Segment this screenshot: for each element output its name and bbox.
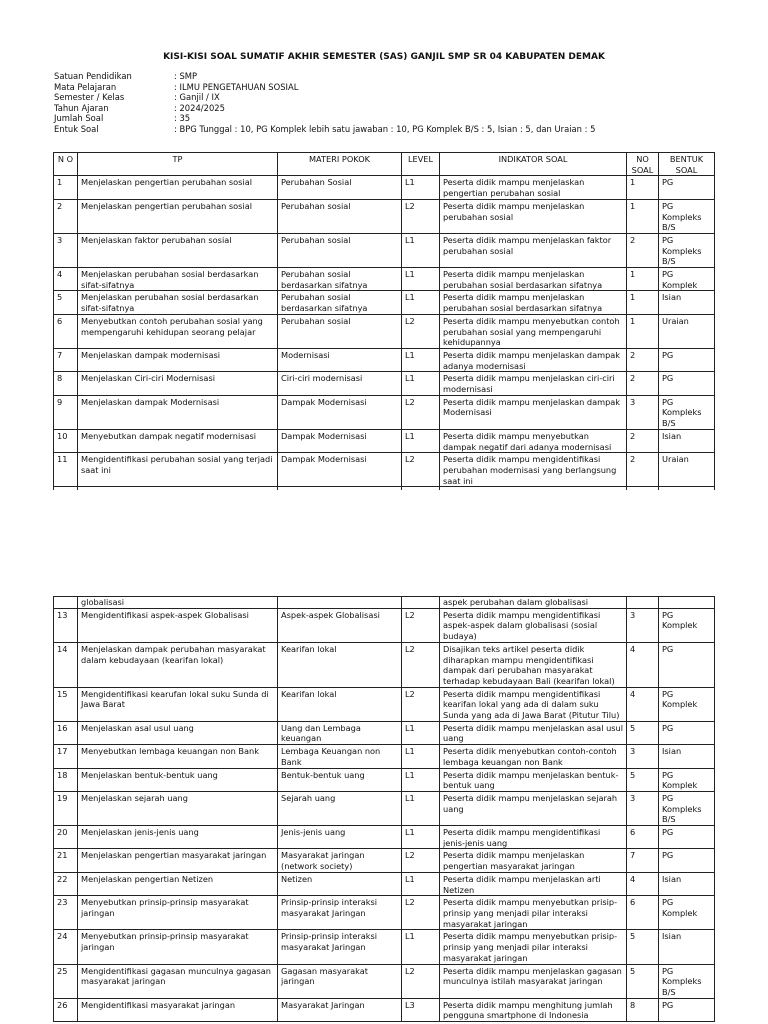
cell-indikator: Peserta didik mampu menjelaskan pengertian masyarakat jaringan [440, 849, 627, 872]
continuation-row [54, 597, 715, 609]
table-row [54, 372, 715, 395]
table-row [54, 998, 715, 1021]
cell-materi: Sejarah uang [278, 791, 402, 825]
cell-no: 20 [54, 826, 78, 849]
table-row [54, 642, 715, 687]
cell-level: L1 [402, 268, 440, 291]
meta-key: Semester / Kelas [54, 92, 125, 103]
cell-tp: Menjelaskan Ciri-ciri Modernisasi [78, 372, 278, 395]
cell-no: 22 [54, 872, 78, 895]
cell-materi: Perubahan sosial [278, 233, 402, 267]
cell-no: 19 [54, 791, 78, 825]
cell-no: 2 [54, 199, 78, 233]
cell-no: 9 [54, 395, 78, 429]
meta-value: : Ganjil / IX [174, 92, 220, 103]
table-row [54, 453, 715, 487]
cell-no-soal: 1 [627, 291, 659, 314]
cell-tp: Menjelaskan sejarah uang [78, 791, 278, 825]
cell-materi: Bentuk-bentuk uang [278, 768, 402, 791]
cell-level: L1 [402, 233, 440, 267]
meta-key: Tahun Ajaran [54, 102, 109, 113]
cell-tp: Mengidentifikasi perubahan sosial yang terjadi saat ini [78, 453, 278, 487]
cell-level: L1 [402, 768, 440, 791]
document-meta [54, 71, 595, 135]
cell-no: 4 [54, 268, 78, 291]
table-row [54, 314, 715, 348]
cell-no: 6 [54, 314, 78, 348]
meta-row [54, 103, 595, 114]
cell-materi: Kearifan lokal [278, 687, 402, 721]
table-row [54, 791, 715, 825]
cell-tp: Menjelaskan bentuk-bentuk uang [78, 768, 278, 791]
cell-no-soal: 4 [627, 642, 659, 687]
cell-materi: Dampak Modernisasi [278, 429, 402, 452]
cell-tp: Mengidentifikasi aspek-aspek Globalisasi [78, 608, 278, 642]
cell-level: L2 [402, 395, 440, 429]
cell-materi: Perubahan sosial [278, 199, 402, 233]
meta-row [54, 71, 595, 82]
cell-indikator: Peserta didik mampu menjelaskan perubahan sosial berdasarkan sifatnya [440, 291, 627, 314]
cell-indikator: Peserta didik mampu menjelaskan dampak adanya modernisasi [440, 348, 627, 371]
cell-tp: Menjelaskan jenis-jenis uang [78, 826, 278, 849]
cell-level: L1 [402, 791, 440, 825]
cell-materi: Perubahan sosial [278, 314, 402, 348]
header-level: LEVEL [402, 153, 440, 176]
cell-no-soal: 4 [627, 872, 659, 895]
cell-tp: globalisasi [78, 597, 278, 609]
cell-bentuk: PG Komplek [659, 896, 715, 930]
kisi-kisi-table-page-2 [53, 596, 715, 1022]
cell-level: L2 [402, 642, 440, 687]
cell-indikator: Peserta didik menyebutkan contoh-contoh lembaga keuangan non Bank [440, 745, 627, 768]
cell-bentuk: Isian [659, 930, 715, 964]
cell-no: 1 [54, 176, 78, 199]
cell-level: L2 [402, 314, 440, 348]
cell-no-soal: 2 [627, 348, 659, 371]
cell-level: L1 [402, 372, 440, 395]
cell-level: L2 [402, 199, 440, 233]
cell-tp: Menyebutkan lembaga keuangan non Bank [78, 745, 278, 768]
table-row [54, 849, 715, 872]
cell-bentuk: PG Kompleks B/S [659, 199, 715, 233]
cell-no-soal: 1 [627, 314, 659, 348]
table-row [54, 745, 715, 768]
cell-bentuk: PG [659, 826, 715, 849]
kisi-kisi-table-page-1 [53, 152, 715, 500]
header-bentuk: BENTUK SOAL [659, 153, 715, 176]
cell-no: 3 [54, 233, 78, 267]
cell-materi: Netizen [278, 872, 402, 895]
table-row [54, 291, 715, 314]
cell-bentuk: Isian [659, 291, 715, 314]
cell-bentuk: PG [659, 372, 715, 395]
cell-indikator: Peserta didik mampu menjelaskan asal usul uang [440, 721, 627, 744]
table-row [54, 429, 715, 452]
cell-no-soal: 8 [627, 998, 659, 1021]
meta-key: Satuan Pendidikan [54, 71, 132, 81]
cell-level: L2 [402, 608, 440, 642]
cell-materi: Gagasan masyarakat jaringan [278, 964, 402, 998]
table-row [54, 826, 715, 849]
cell-level: L1 [402, 930, 440, 964]
cell-tp: Menjelaskan dampak modernisasi [78, 348, 278, 371]
cell-tp: Mengidentifikasi gagasan munculnya gagasan masyarakat jaringan [78, 964, 278, 998]
cell-no-soal: 3 [627, 745, 659, 768]
meta-value: : SMP [174, 71, 198, 81]
cell-materi: Masyarakat Jaringan [278, 998, 402, 1021]
cell-indikator: aspek perubahan dalam globalisasi [440, 597, 627, 609]
cell-no-soal: 6 [627, 826, 659, 849]
cell-no-soal: 1 [627, 268, 659, 291]
cell-no-soal: 5 [627, 768, 659, 791]
cell-bentuk: PG [659, 721, 715, 744]
cell-no-soal: 1 [627, 176, 659, 199]
cell-no: 26 [54, 998, 78, 1021]
cell-no-soal: 5 [627, 930, 659, 964]
cell-tp: Menyebutkan contoh perubahan sosial yang mempengaruhi kehidupan seorang pelajar [78, 314, 278, 348]
cell-tp: Mengidentifikasi masyarakat jaringan [78, 998, 278, 1021]
cell-tp: Menyebutkan prinsip-prinsip masyarakat jaringan [78, 930, 278, 964]
cell-no-soal: 4 [627, 687, 659, 721]
table-row [54, 930, 715, 964]
cell-bentuk: PG Komplek [659, 268, 715, 291]
table-row [54, 872, 715, 895]
cell-bentuk: Isian [659, 745, 715, 768]
cell-no-soal: 1 [627, 199, 659, 233]
meta-value: : 35 [174, 113, 191, 124]
cell-materi: Prinsip-prinsip interaksi masyarakat Jaringan [278, 930, 402, 964]
cell-no: 24 [54, 930, 78, 964]
header-tp: TP [78, 153, 278, 176]
cell-no: 16 [54, 721, 78, 744]
cell-level: L2 [402, 849, 440, 872]
cell-no-soal: 3 [627, 395, 659, 429]
cell-bentuk: PG [659, 849, 715, 872]
cell-no: 18 [54, 768, 78, 791]
table-row [54, 896, 715, 930]
table-row [54, 964, 715, 998]
cell-indikator: Peserta didik mampu menjelaskan faktor perubahan sosial [440, 233, 627, 267]
cell-no-soal: 5 [627, 721, 659, 744]
cell-level: L1 [402, 745, 440, 768]
cell-indikator: Peserta didik mampu menyebutkan dampak negatif dari adanya modernisasi [440, 429, 627, 452]
cell-materi: Uang dan Lembaga keuangan [278, 721, 402, 744]
cell-indikator: Peserta didik mampu menjelaskan ciri-ciri modernisasi [440, 372, 627, 395]
table-row [54, 176, 715, 199]
cell-indikator: Peserta didik mampu menjelaskan gagasan munculnya istilah masyarakat jaringan [440, 964, 627, 998]
table-row [54, 233, 715, 267]
cell-indikator: Peserta didik mampu menjelaskan perubahan sosial [440, 199, 627, 233]
meta-row [54, 82, 595, 93]
meta-key: Jumlah Soal [54, 113, 104, 124]
cell-no: 5 [54, 291, 78, 314]
cell-bentuk: PG Komplek [659, 768, 715, 791]
document-title: KISI-KISI SOAL SUMATIF AKHIR SEMESTER (SAS) GANJIL SMP SR 04 KABUPATEN DEMAK [163, 52, 605, 62]
table-row [54, 687, 715, 721]
cell-no: 13 [54, 608, 78, 642]
page-break-gap [0, 490, 768, 594]
header-indikator: INDIKATOR SOAL [440, 153, 627, 176]
table-row [54, 721, 715, 744]
cell-level: L1 [402, 721, 440, 744]
cell-no-soal [627, 597, 659, 609]
cell-no-soal: 2 [627, 429, 659, 452]
cell-indikator: Disajikan teks artikel peserta didik diharapkan mampu mengidentifikasi dampak dari perubahan masyarakat terhadap kebudayaan Bali (kearifan lokal) [440, 642, 627, 687]
cell-no: 15 [54, 687, 78, 721]
cell-materi: Aspek-aspek Globalisasi [278, 608, 402, 642]
cell-bentuk: PG [659, 348, 715, 371]
table-row [54, 768, 715, 791]
cell-level: L2 [402, 964, 440, 998]
cell-tp: Menjelaskan asal usul uang [78, 721, 278, 744]
cell-tp: Menyebutkan dampak negatif modernisasi [78, 429, 278, 452]
cell-tp: Menjelaskan perubahan sosial berdasarkan sifat-sifatnya [78, 268, 278, 291]
cell-no: 17 [54, 745, 78, 768]
cell-no-soal: 2 [627, 372, 659, 395]
cell-no-soal: 3 [627, 608, 659, 642]
cell-bentuk: Uraian [659, 314, 715, 348]
cell-level: L1 [402, 348, 440, 371]
cell-materi: Modernisasi [278, 348, 402, 371]
header-no: N O [54, 153, 78, 176]
cell-no: 14 [54, 642, 78, 687]
meta-row [54, 124, 595, 135]
cell-materi: Perubahan sosial berdasarkan sifatnya [278, 268, 402, 291]
cell-level: L1 [402, 429, 440, 452]
cell-no-soal: 5 [627, 964, 659, 998]
cell-indikator: Peserta didik mampu menjelaskan perubahan sosial berdasarkan sifatnya [440, 268, 627, 291]
cell-level: L1 [402, 176, 440, 199]
cell-level: L1 [402, 291, 440, 314]
table-row [54, 395, 715, 429]
cell-no-soal: 6 [627, 896, 659, 930]
meta-value: : 2024/2025 [174, 102, 225, 113]
cell-tp: Menjelaskan pengertian perubahan sosial [78, 176, 278, 199]
cell-bentuk: PG [659, 998, 715, 1021]
cell-no-soal: 2 [627, 233, 659, 267]
cell-level: L1 [402, 872, 440, 895]
cell-indikator: Peserta didik mampu menghitung jumlah pengguna smartphone di Indonesia [440, 998, 627, 1021]
cell-tp: Menjelaskan pengertian Netizen [78, 872, 278, 895]
table-header-row [54, 153, 715, 176]
cell-tp: Menjelaskan pengertian perubahan sosial [78, 199, 278, 233]
cell-indikator: Peserta didik mampu menjelaskan sejarah uang [440, 791, 627, 825]
meta-key: Mata Pelajaran [54, 81, 117, 92]
cell-level: L2 [402, 687, 440, 721]
cell-materi: Masyarakat jaringan (network society) [278, 849, 402, 872]
cell-materi: Prinsip-prinsip interaksi masyarakat Jaringan [278, 896, 402, 930]
cell-indikator: Peserta didik mampu menyebutkan contoh perubahan sosial yang mempengaruhi kehidupannya [440, 314, 627, 348]
cell-indikator: Peserta didik mampu menjelaskan dampak Modernisasi [440, 395, 627, 429]
cell-tp: Menjelaskan pengertian masyarakat jaringan [78, 849, 278, 872]
cell-materi: Lembaga Keuangan non Bank [278, 745, 402, 768]
cell-indikator: Peserta didik mampu mengidentifikasi perubahan modernisasi yang berlangsung saat ini [440, 453, 627, 487]
cell-materi: Dampak Modernisasi [278, 453, 402, 487]
meta-value: : ILMU PENGETAHUAN SOSIAL [174, 81, 299, 92]
meta-row [54, 113, 595, 124]
header-no-soal: NO SOAL [627, 153, 659, 176]
cell-indikator: Peserta didik mampu menyebutkan prisip-prinsip yang menjadi pilar interaksi masyarakat jaringan [440, 930, 627, 964]
cell-level [402, 597, 440, 609]
cell-indikator: Peserta didik mampu mengidentifikasi aspek-aspek dalam globalisasi (sosial budaya) [440, 608, 627, 642]
cell-bentuk: PG Kompleks B/S [659, 791, 715, 825]
cell-materi: Ciri-ciri modernisasi [278, 372, 402, 395]
cell-materi: Jenis-jenis uang [278, 826, 402, 849]
cell-bentuk: PG Komplek [659, 608, 715, 642]
cell-no: 21 [54, 849, 78, 872]
cell-bentuk: PG [659, 642, 715, 687]
table-row [54, 608, 715, 642]
cell-bentuk: Isian [659, 872, 715, 895]
cell-no-soal: 3 [627, 791, 659, 825]
cell-level: L2 [402, 453, 440, 487]
cell-tp: Menyebutkan prinsip-prinsip masyarakat jaringan [78, 896, 278, 930]
cell-tp: Mengidentifikasi kearufan lokal suku Sunda di Jawa Barat [78, 687, 278, 721]
cell-tp: Menjelaskan faktor perubahan sosial [78, 233, 278, 267]
cell-indikator: Peserta didik mampu mengidentifikasi jenis-jenis uang [440, 826, 627, 849]
cell-bentuk: Uraian [659, 453, 715, 487]
cell-no [54, 597, 78, 609]
cell-indikator: Peserta didik mampu menyebutkan prisip-prinsip yang menjadi pilar interaksi masyarakat jaringan [440, 896, 627, 930]
cell-tp: Menjelaskan dampak Modernisasi [78, 395, 278, 429]
header-materi: MATERI POKOK [278, 153, 402, 176]
cell-tp: Menjelaskan dampak perubahan masyarakat dalam kebudayaan (kearifan lokal) [78, 642, 278, 687]
table-row [54, 268, 715, 291]
cell-no: 7 [54, 348, 78, 371]
cell-no: 25 [54, 964, 78, 998]
cell-level: L3 [402, 998, 440, 1021]
cell-bentuk: PG [659, 176, 715, 199]
cell-materi: Perubahan sosial berdasarkan sifatnya [278, 291, 402, 314]
cell-bentuk: Isian [659, 429, 715, 452]
cell-bentuk: PG Komplek [659, 687, 715, 721]
cell-bentuk: PG Kompleks B/S [659, 233, 715, 267]
cell-indikator: Peserta didik mampu mengidentifikasi kearifan lokal yang ada di dalam suku Sunda yang ada di Jawa Barat (Pitutur Tilu) [440, 687, 627, 721]
cell-level: L2 [402, 896, 440, 930]
cell-no-soal: 7 [627, 849, 659, 872]
table-row [54, 199, 715, 233]
cell-bentuk: PG Kompleks B/S [659, 395, 715, 429]
cell-materi [278, 597, 402, 609]
cell-tp: Menjelaskan perubahan sosial berdasarkan sifat-sifatnya [78, 291, 278, 314]
cell-indikator: Peserta didik mampu menjelaskan bentuk-bentuk uang [440, 768, 627, 791]
cell-no-soal: 2 [627, 453, 659, 487]
cell-bentuk [659, 597, 715, 609]
cell-no: 11 [54, 453, 78, 487]
cell-no: 23 [54, 896, 78, 930]
meta-key: Entuk Soal [54, 123, 99, 134]
cell-no: 8 [54, 372, 78, 395]
cell-bentuk: PG Kompleks B/S [659, 964, 715, 998]
cell-indikator: Peserta didik mampu menjelaskan pengertian perubahan sosial [440, 176, 627, 199]
cell-materi: Kearifan lokal [278, 642, 402, 687]
cell-materi: Dampak Modernisasi [278, 395, 402, 429]
table-row [54, 348, 715, 371]
cell-level: L1 [402, 826, 440, 849]
cell-indikator: Peserta didik mampu menjelaskan arti Netizen [440, 872, 627, 895]
cell-materi: Perubahan Sosial [278, 176, 402, 199]
meta-row [54, 92, 595, 103]
meta-value: : BPG Tunggal : 10, PG Komplek lebih satu jawaban : 10, PG Komplek B/S : 5, Isian : 5, dan Uraian : 5 [174, 123, 596, 134]
cell-no: 10 [54, 429, 78, 452]
